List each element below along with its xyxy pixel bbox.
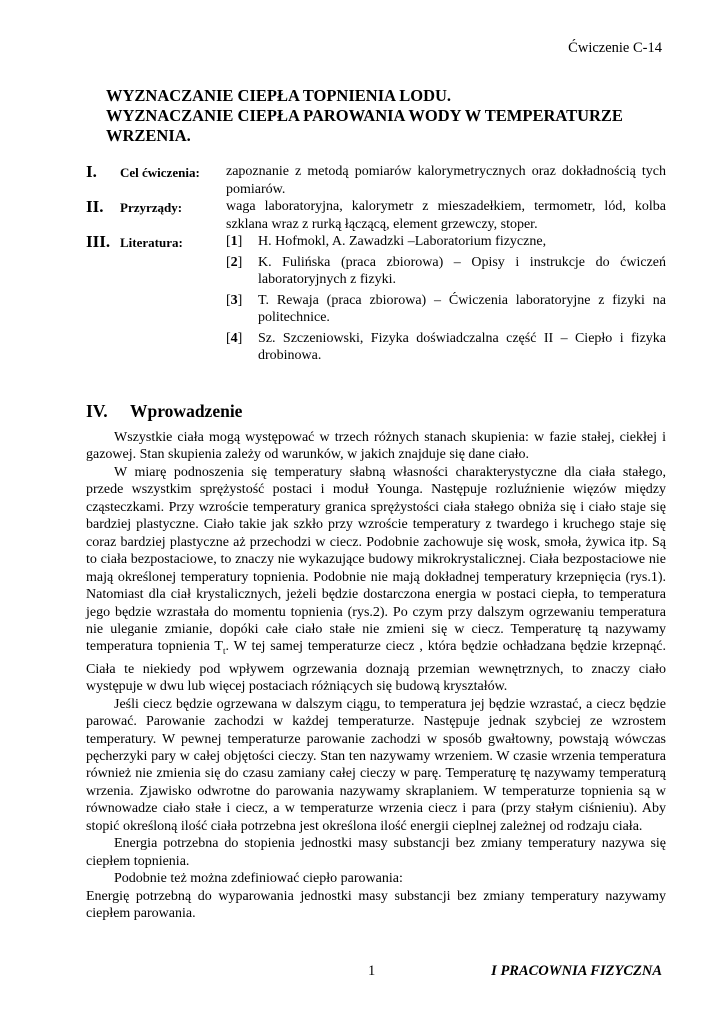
exercise-code: Ćwiczenie C-14 bbox=[568, 40, 662, 56]
literature-roman: III. bbox=[86, 232, 111, 251]
lab-name: I PRACOWNIA FIZYCZNA bbox=[491, 963, 662, 979]
info-section bbox=[86, 163, 666, 368]
literature-number: 1 bbox=[230, 234, 238, 249]
paragraph: W miarę podnoszenia się temperatury słabną własności charakterystyczne dla ciała stałego, przede wszystkim sprężystość postaci i moduł Younga. Następuje rozluźnienie więzów między cząsteczkami. Przy wzroście temperatury granica sprężystości ciała stałego obniża się i ciało staje się bardziej plastyczne. Ciało takie jak szkło przy wzroście temperatury z twardego i kruchego staje się coraz bardziej plastyczne aż przechodzi w ciecz. Podobnie zachowuje się wosk, smoła, żywica itp. Są to ciała bezpostaciowe, to znaczy nie wykazujące budowy mikrokrystalicznej. Ciała bezpostaciowe nie mają określonej temperatury topnienia. Podobnie nie mają dokładnej temperatury krzepnięcia (rys.1). Natomiast dla ciał krystalicznych, jeżeli będzie dostarczona energia w postaci ciepła, to temperatura jego będzie wzrastała do momentu topnienia (rys.2). Po czym przy dalszym ogrzewaniu temperatura nie uleganie zmianie, dopóki całe ciało stałe nie zmieni się w ciecz. Temperaturę tą nazywamy temperatura topnienia $T_t$. W tej samej temperaturze ciecz , która będzie ochładzana będzie krzepnąć. Ciała te niekiedy pod wpływem ogrzewania doznają przemian wewnętrznych, to znaczy ciało występuje w dwu lub więcej postaciach różniących się budową kryształów. bbox=[86, 464, 667, 695]
literature-number: 2 bbox=[230, 254, 238, 270]
literature-number: 4 bbox=[230, 330, 238, 346]
equipment-row bbox=[86, 198, 666, 233]
literature-item: [3] T. Rewaja (praca zbiorowa) – Ćwiczenia laboratoryjne z fizyki na politechnice. bbox=[226, 292, 666, 325]
equipment-roman: II. bbox=[86, 197, 104, 216]
literature-text: K. Fulińska (praca zbiorowa) – Opisy i instrukcje do ćwiczeń laboratoryjnych z fizyki. bbox=[258, 254, 666, 287]
aim-row bbox=[86, 163, 666, 198]
literature-item: [2] K. Fulińska (praca zbiorowa) – Opisy i instrukcje do ćwiczeń laboratoryjnych z fizyki. bbox=[226, 254, 666, 287]
aim-roman: I. bbox=[86, 162, 97, 181]
aim-text: zapoznanie z metodą pomiarów kalorymetrycznych oraz dokładnością tych pomiarów. bbox=[226, 164, 666, 197]
section-roman: IV. bbox=[86, 401, 108, 421]
paragraph: Wszystkie ciała mogą występować w trzech różnych stanach skupienia: w fazie stałej, ciekłej i gazowej. Stan skupienia zależy od warunków, w jakich znajduje się dane ciało. bbox=[86, 430, 666, 463]
literature-text: H. Hofmokl, A. Zawadzki –Laboratorium fizyczne, bbox=[258, 234, 547, 249]
paragraph: Jeśli ciecz będzie ogrzewana w dalszym ciągu, to temperatura jej będzie wzrastać, a ciecz będzie parować. Parowanie zachodzi w każdej temperaturze. Następuje jednak szybciej ze wzrostem temperatury. W pewnej temperaturze parowanie zachodzi w sposób gwałtowny, powstają wówczas pęcherzyki pary w całej objętości cieczy. Stan ten nazywamy wrzeniem. W czasie wrzenia temperatura również nie zmienia się do czasu zamiany całej cieczy w parę. Temperaturę tę nazywamy temperaturą wrzenia. Zjawisko odwrotne do parowania nazywamy skraplaniem. W temperaturze topnienia są w równowadze ciało stałe i ciecz, a w temperaturze wrzenia ciecz i para (przy stałym ciśnieniu). Aby stopić określoną ilość ciała potrzebna jest określona ilość energii cieplnej zależnej od rodzaju ciała. bbox=[86, 696, 666, 834]
title-line-2: WYZNACZANIE CIEPŁA PAROWANIA WODY W TEMPERATURZE bbox=[106, 106, 623, 125]
literature-list bbox=[226, 233, 666, 368]
equipment-text: waga laboratoryjna, kalorymetr z mieszadełkiem, termometr, lód, kolba szklana wraz z rurką łączącą, element grzewczy, stoper. bbox=[226, 199, 666, 232]
body-text bbox=[86, 429, 666, 922]
literature-label: Literatura: bbox=[120, 235, 183, 250]
page-number: 1 bbox=[368, 963, 376, 979]
aim-label: Cel ćwiczenia: bbox=[120, 165, 200, 180]
literature-row bbox=[86, 233, 666, 368]
title-line-1: WYZNACZANIE CIEPŁA TOPNIENIA LODU. bbox=[106, 86, 452, 105]
document-title bbox=[106, 86, 666, 146]
literature-item: [4] Sz. Szczeniowski, Fizyka doświadczalna część II – Ciepło i fizyka drobinowa. bbox=[226, 330, 666, 363]
literature-text: T. Rewaja (praca zbiorowa) – Ćwiczenia laboratoryjne z fizyki na politechnice. bbox=[258, 292, 666, 325]
section-heading bbox=[86, 401, 242, 422]
literature-number: 3 bbox=[230, 292, 238, 308]
paragraph: Energia potrzebna do stopienia jednostki masy substancji bez zmiany temperatury nazywa się ciepłem topnienia. bbox=[86, 836, 666, 869]
literature-item: [1] H. Hofmokl, A. Zawadzki –Laboratorium fizyczne, bbox=[226, 233, 666, 251]
section-title: Wprowadzenie bbox=[130, 401, 243, 421]
paragraph: Podobnie też można zdefiniować ciepło parowania: bbox=[114, 871, 403, 887]
literature-text: Sz. Szczeniowski, Fizyka doświadczalna część II – Ciepło i fizyka drobinowa. bbox=[258, 330, 666, 363]
equipment-label: Przyrządy: bbox=[120, 200, 183, 215]
paragraph: Energię potrzebną do wyparowania jednostki masy substancji bez zmiany temperatury nazywamy ciepłem parowania. bbox=[86, 888, 666, 922]
title-line-3: WRZENIA. bbox=[106, 126, 191, 145]
